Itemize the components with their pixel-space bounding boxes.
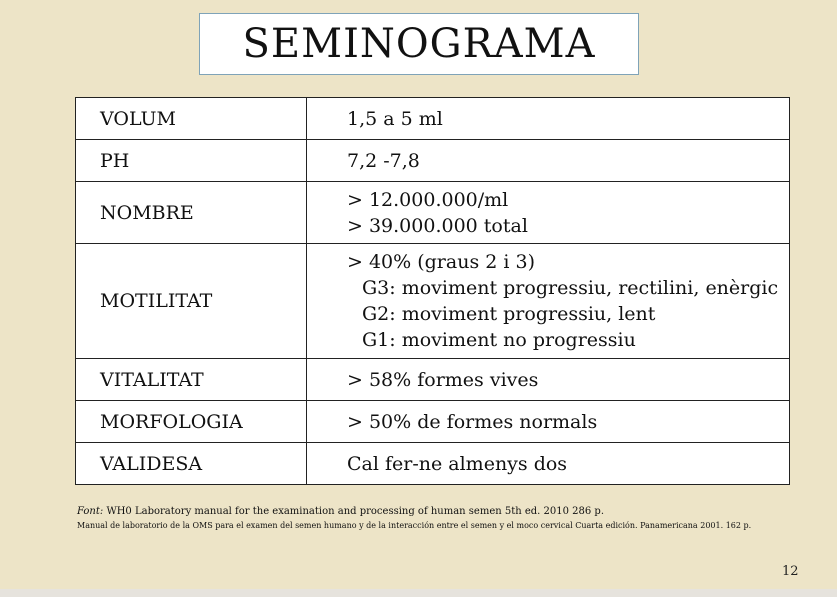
table-row-volum xyxy=(76,98,790,140)
source-footer xyxy=(77,504,751,533)
value-volum: 1,5 a 5 ml xyxy=(307,98,790,140)
source-line-2: Manual de laboratorio de la OMS para el examen del semen humano y de la interacción entre el semen y el moco cervical Cuarta edición. Panamericana 2001. 162 p. xyxy=(77,521,752,530)
seminogram-table xyxy=(75,97,790,485)
table-row-validesa xyxy=(76,443,790,485)
source-label: Font: xyxy=(77,506,104,517)
value-vitalitat: > 58% formes vives xyxy=(307,359,790,401)
param-validesa: VALIDESA xyxy=(76,443,307,485)
value-ph: 7,2 -7,8 xyxy=(307,140,790,182)
page-number: 12 xyxy=(782,564,799,579)
param-motilitat: MOTILITAT xyxy=(76,244,307,359)
title-box xyxy=(199,13,639,75)
param-vitalitat: VITALITAT xyxy=(76,359,307,401)
param-ph: PH xyxy=(76,140,307,182)
value-motilitat: > 40% (graus 2 i 3) G3: moviment progressiu, rectilini, enèrgic G2: moviment progressiu, lent G1: moviment no progressiu xyxy=(307,244,790,359)
slide-title: SEMINOGRAMA xyxy=(242,21,596,67)
source-who-manual: WH0 Laboratory manual for the examination and processing of human semen 5th ed. 2010 286 p. xyxy=(106,506,605,517)
table-row-nombre xyxy=(76,182,790,244)
param-nombre: NOMBRE xyxy=(76,182,307,244)
table-row-motilitat xyxy=(76,244,790,359)
param-volum: VOLUM xyxy=(76,98,307,140)
bottom-strip xyxy=(0,589,837,597)
value-validesa: Cal fer-ne almenys dos xyxy=(307,443,790,485)
table-row-morfologia xyxy=(76,401,790,443)
value-morfologia: > 50% de formes normals xyxy=(307,401,790,443)
table-row-ph xyxy=(76,140,790,182)
param-morfologia: MORFOLOGIA xyxy=(76,401,307,443)
source-line-1 xyxy=(77,504,751,519)
value-nombre: > 12.000.000/ml > 39.000.000 total xyxy=(307,182,790,244)
table-row-vitalitat xyxy=(76,359,790,401)
